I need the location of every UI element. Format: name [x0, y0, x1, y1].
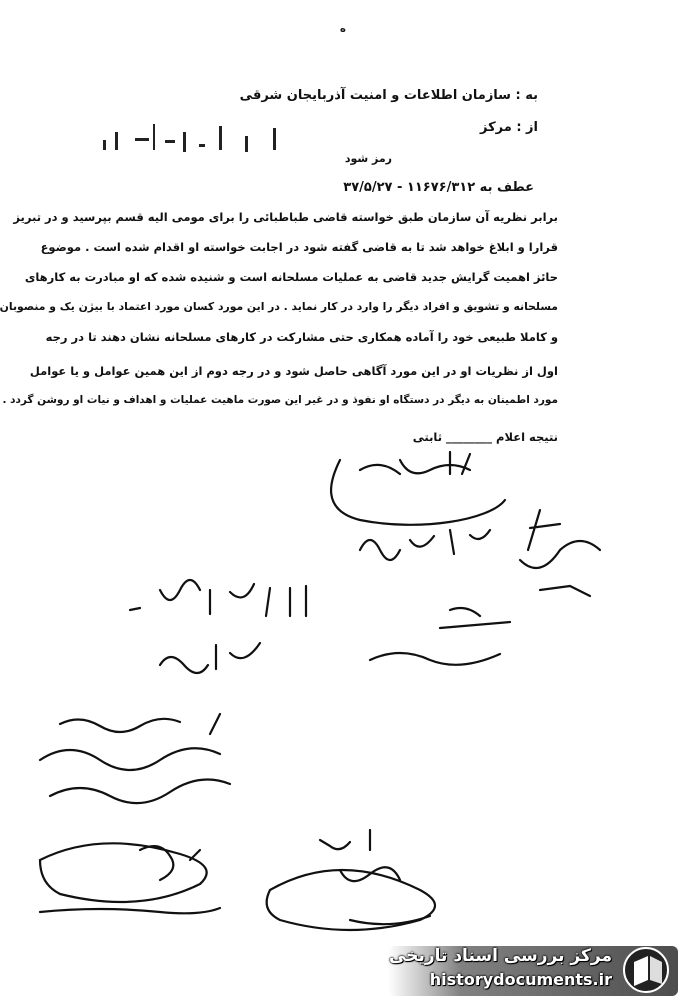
signature-bottom-left	[20, 820, 240, 930]
handwritten-note-1	[150, 635, 270, 680]
sender-line: از : مرکز	[480, 120, 538, 135]
body-line-5: و کاملا طبیعی خود را آماده همکاری حتی مشارکت در کارهای مسلحانه نشان دهند تا در رجه	[45, 330, 558, 344]
reference-line: عطف به ۱۱۶۷۶/۳۱۲ - ۳۷/۵/۲۷	[343, 180, 534, 195]
classification-line: رمز شود	[344, 152, 392, 165]
body-line-6: اول از نظریات او در این مورد آگاهی حاصل شود و در رجه دوم از این همین عوامل و یا عوامل	[29, 364, 558, 378]
body-line-2: قرارا و ابلاغ خواهد شد تا به قاضی گفته شود در اجابت خواسته او اقدام شده است . موضوع	[40, 240, 558, 254]
handwritten-note-3	[20, 700, 270, 810]
handwritten-date-2	[120, 570, 320, 630]
addressee-line: به : سازمان اطلاعات و امنیت آذربایجان شرقی	[239, 88, 538, 103]
body-line-8: نتیجه اعلام ________ ثابتی	[412, 430, 558, 444]
handwritten-note-2	[360, 600, 540, 680]
body-line-4: مسلحانه و تشویق و افراد دیگر را وارد در کار نماید . در این مورد کسان مورد اعتماد با بیژن یک و منصوبان	[0, 300, 558, 313]
archive-url[interactable]: historydocuments.ir	[429, 970, 612, 989]
archive-title: مرکز بررسی اسناد تاریخی	[389, 946, 612, 966]
signature-bottom-center	[260, 820, 460, 940]
redacted-mark	[95, 118, 295, 162]
body-line-1: برابر نظریه آن سازمان طبق خواسته قاضی طباطبائی را برای مومی الیه قسم بپرسید و در تبریز	[13, 210, 558, 224]
top-mark: ه	[340, 24, 346, 35]
body-line-7: مورد اطمینان به دیگر در دستگاه او نفوذ و در غیر این صورت ماهیت عملیات و اهداف و نیات او روشن گردد .	[2, 394, 558, 406]
body-line-3: حائز اهمیت گرایش جدید قاضی به عملیات مسلحانه است و شنیده شده که او مبادرت به کارهای	[24, 270, 558, 284]
